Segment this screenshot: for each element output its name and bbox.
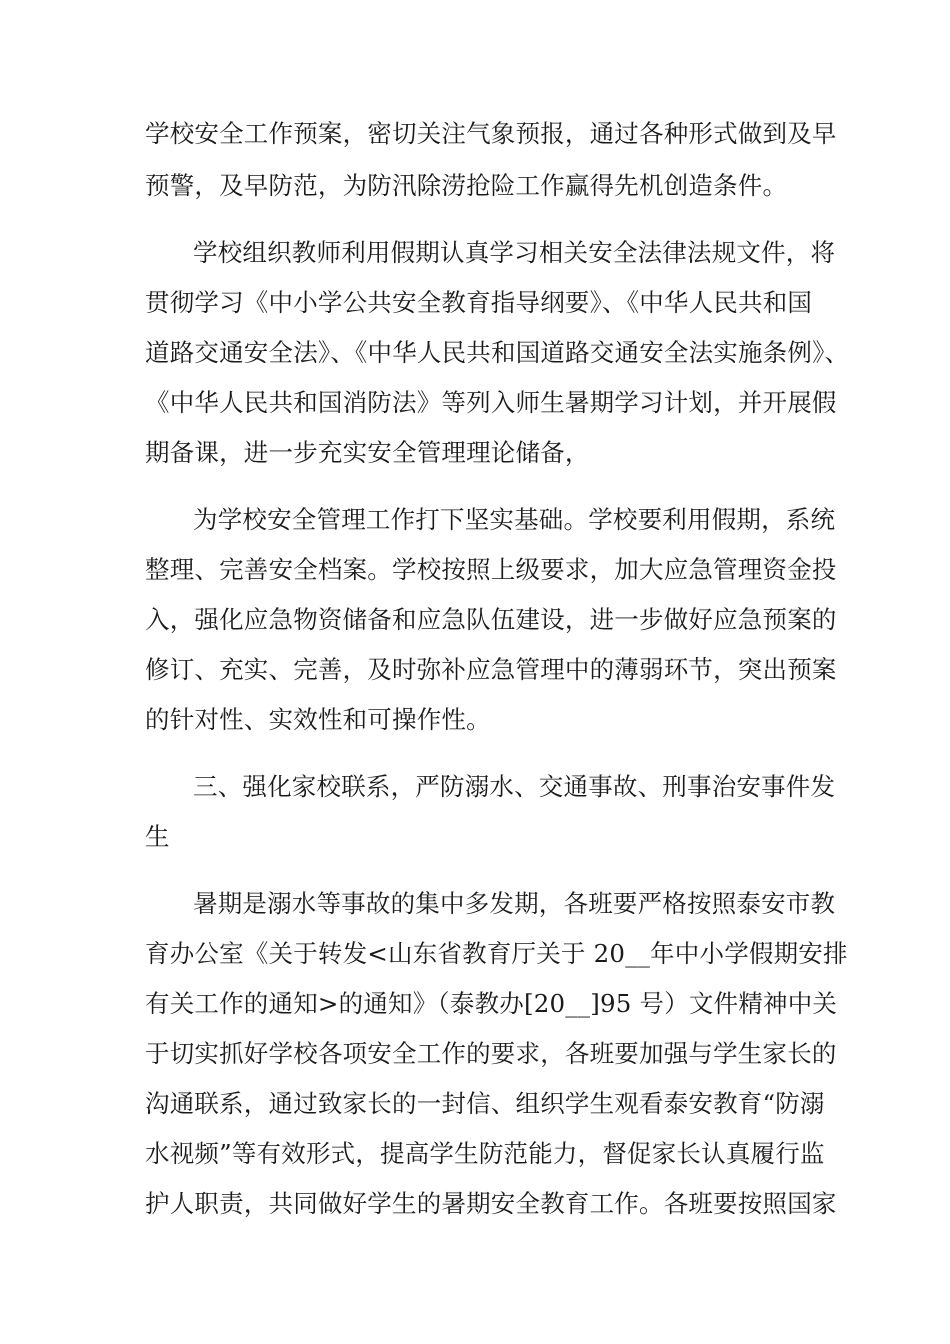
text-line: 育办公室《关于转发<山东省教育厅关于 20__年中小学假期安排	[145, 939, 848, 968]
text-line: 学校安全工作预案，密切关注气象预报，通过各种形式做到及早	[145, 119, 837, 148]
text-line: 期备课，进一步充实安全管理理论储备，	[145, 438, 590, 467]
text-line: 入，强化应急物资储备和应急队伍建设，进一步做好应急预案的	[145, 605, 837, 634]
text-line: 整理、完善安全档案。学校按照上级要求，加大应急管理资金投	[145, 555, 837, 584]
section-heading: 三、强化家校联系，严防溺水、交通事故、刑事治安事件发	[193, 772, 836, 801]
text-line: 预警，及早防范，为防汛除涝抢险工作赢得先机创造条件。	[145, 171, 788, 200]
text-line: 水视频”等有效形式，提高学生防范能力，督促家长认真履行监	[145, 1139, 825, 1168]
text-line: 沟通联系，通过致家长的一封信、组织学生观看泰安教育“防溺	[145, 1089, 825, 1118]
text-line: 为学校安全管理工作打下坚实基础。学校要利用假期，系统	[193, 505, 836, 534]
section-heading: 生	[145, 822, 170, 851]
text-line: 道路交通安全法》、《中华人民共和国道路交通安全法实施条例》、	[145, 338, 850, 367]
text-line: 贯彻学习《中小学公共安全教育指导纲要》、《中华人民共和国	[145, 288, 813, 317]
text-line: 有关工作的通知>的通知》（泰教办[20__]95 号）文件精神中关	[145, 989, 838, 1018]
text-line: 修订、充实、完善，及时弥补应急管理中的薄弱环节，突出预案	[145, 655, 837, 684]
text-line: 于切实抓好学校各项安全工作的要求，各班要加强与学生家长的	[145, 1039, 837, 1068]
text-line: 护人职责，共同做好学生的暑期安全教育工作。各班要按照国家	[145, 1189, 837, 1218]
text-line: 暑期是溺水等事故的集中多发期，各班要严格按照泰安市教	[193, 889, 836, 918]
text-line: 的针对性、实效性和可操作性。	[145, 705, 491, 734]
text-line: 《中华人民共和国消防法》等列入师生暑期学习计划，并开展假	[145, 388, 837, 417]
text-line: 学校组织教师利用假期认真学习相关安全法律法规文件，将	[193, 238, 836, 267]
